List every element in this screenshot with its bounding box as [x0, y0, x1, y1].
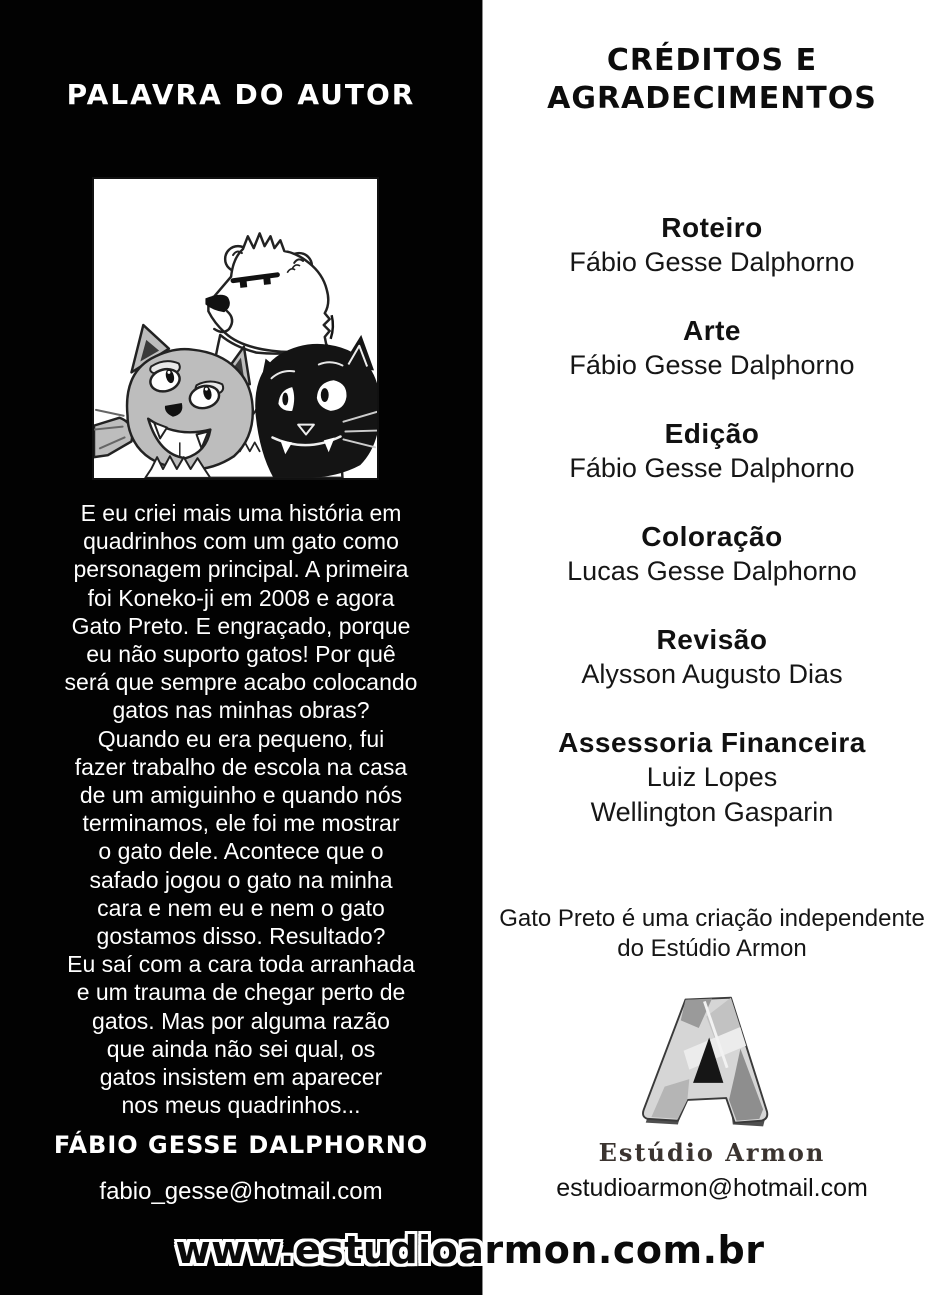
author-section-title: PALAVRA DO AUTOR: [66, 78, 416, 111]
characters-illustration-frame: [92, 177, 379, 480]
credit-name: Alysson Augusto Dias: [581, 659, 843, 689]
credit-role: Arte: [682, 315, 741, 346]
credit-role: Edição: [664, 418, 760, 449]
studio-email: estudioarmon@hotmail.com: [556, 1174, 868, 1202]
letter-a-map-logo-icon: [632, 992, 792, 1134]
credit-block-coloracao: [483, 519, 940, 589]
credit-block-edicao: [483, 416, 940, 486]
studio-name: Estúdio Armon: [598, 1138, 826, 1167]
independent-creation-note: Gato Preto é uma criação independente do Estúdio Armon: [499, 905, 925, 962]
credit-block-revisao: [483, 622, 940, 692]
author-name: FÁBIO GESSE DALPHORNO: [53, 1131, 429, 1159]
credits-column: [482, 0, 940, 1295]
website-url: www.estudioarmon.com.br: [175, 1228, 765, 1272]
credit-name: Lucas Gesse Dalphorno: [567, 556, 857, 586]
credit-name: Fábio Gesse Dalphorno: [569, 453, 855, 483]
studio-armon-logo: [632, 992, 792, 1134]
credit-name: Fábio Gesse Dalphorno: [569, 350, 855, 380]
credit-block-roteiro: [483, 210, 940, 280]
credit-role: Coloração: [641, 521, 783, 552]
credit-block-arte: [483, 313, 940, 383]
author-message: E eu criei mais uma história em quadrinhos com um gato como personagem principal. A primeira foi Koneko-ji em 2008 e agora Gato Preto. E engraçado, porque eu não suporto gatos! Por quê será que sempre acabo colocando gatos nas minhas obras? Quando eu era pequeno, fui fazer trabalho de escola na casa de um amiguinho e quando nós terminamos, ele foi me mostrar o gato dele. Acontece que o safado jogou o gato na minha cara e nem eu e nem o gato gostamos disso. Resultado? Eu saí com a cara toda arranhada e um trauma de chegar perto de gatos. Mas por alguma razão que ainda não sei qual, os gatos insistem em aparecer nos meus quadrinhos...: [64, 500, 418, 1119]
credit-role: Revisão: [656, 624, 768, 655]
bear-and-cats-illustration-icon: [94, 179, 377, 478]
credit-name: Fábio Gesse Dalphorno: [569, 247, 855, 277]
credits-section-title: CRÉDITOS E AGRADECIMENTOS: [547, 43, 877, 116]
credit-role: Roteiro: [661, 212, 763, 243]
credit-name: Luiz Lopes: [646, 762, 778, 792]
author-email: fabio_gesse@hotmail.com: [99, 1178, 383, 1205]
credit-name: Wellington Gasparin: [590, 796, 834, 827]
credit-block-assessoria-financeira: [483, 725, 940, 829]
credit-role: Assessoria Financeira: [558, 727, 866, 758]
